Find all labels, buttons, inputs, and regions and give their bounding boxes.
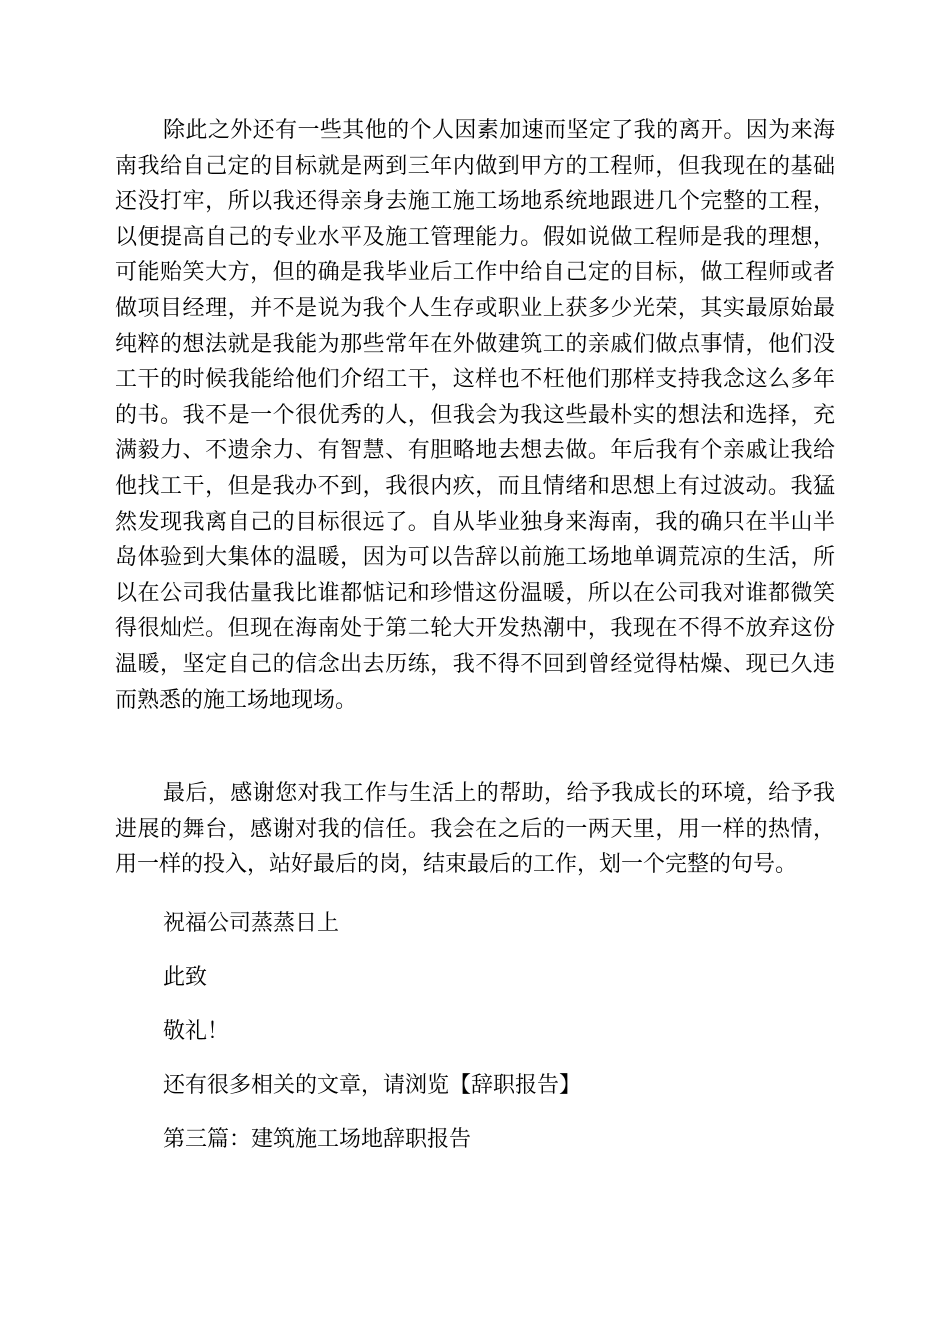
salutation-line-1: 此致 — [163, 965, 208, 990]
related-articles-link[interactable]: 还有很多相关的文章，请浏览【辞职报告】 — [163, 1073, 582, 1098]
body-paragraph-2: 最后，感谢您对我工作与生活上的帮助，给予我成长的环境，给予我进展的舞台，感谢对我的信任。我会在之后的一两天里，用一样的热情，用一样的投入，站好最后的岗，结束最后的工作，划一个完整的句号。 — [115, 781, 835, 878]
salutation-line-2: 敬礼！ — [163, 1019, 230, 1044]
blessing-line: 祝福公司蒸蒸日上 — [163, 911, 340, 936]
body-paragraph-1: 除此之外还有一些其他的个人因素加速而坚定了我的离开。因为来海南我给自己定的目标就是两到三年内做到甲方的工程师，但我现在的基础还没打牢，所以我还得亲身去施工施工场地系统地跟进几个完整的工程，以便提高自己的专业水平及施工管理能力。假如说做工程师是我的理想，可能贻笑大方，但的确是我毕业后工作中给自己定的目标，做工程师或者做项目经理，并不是说为我个人生存或职业上获多少光荣，其实最原始最纯粹的想法就是我能为那些常年在外做建筑工的亲戚们做点事情，他们没工干的时候我能给他们介绍工干，这样也不枉他们那样支持我念这么多年的书。我不是一个很优秀的人，但我会为我这些最朴实的想法和选择，充满毅力、不遗余力、有智慧、有胆略地去想去做。年后我有个亲戚让我给他找工干，但是我办不到，我很内疚，而且情绪和思想上有过波动。我猛然发现我离自己的目标很远了。自从毕业独身来海南，我的确只在半山半岛体验到大集体的温暖，因为可以告辞以前施工场地单调荒凉的生活，所以在公司我估量我比谁都惦记和珍惜这份温暖，所以在公司我对谁都微笑得很灿烂。但现在海南处于第二轮大开发热潮中，我现在不得不放弃这份温暖，坚定自己的信念出去历练，我不得不回到曾经觉得枯燥、现已久违而熟悉的施工场地现场。 — [115, 118, 835, 713]
section-title: 第三篇：建筑施工场地辞职报告 — [163, 1127, 472, 1152]
